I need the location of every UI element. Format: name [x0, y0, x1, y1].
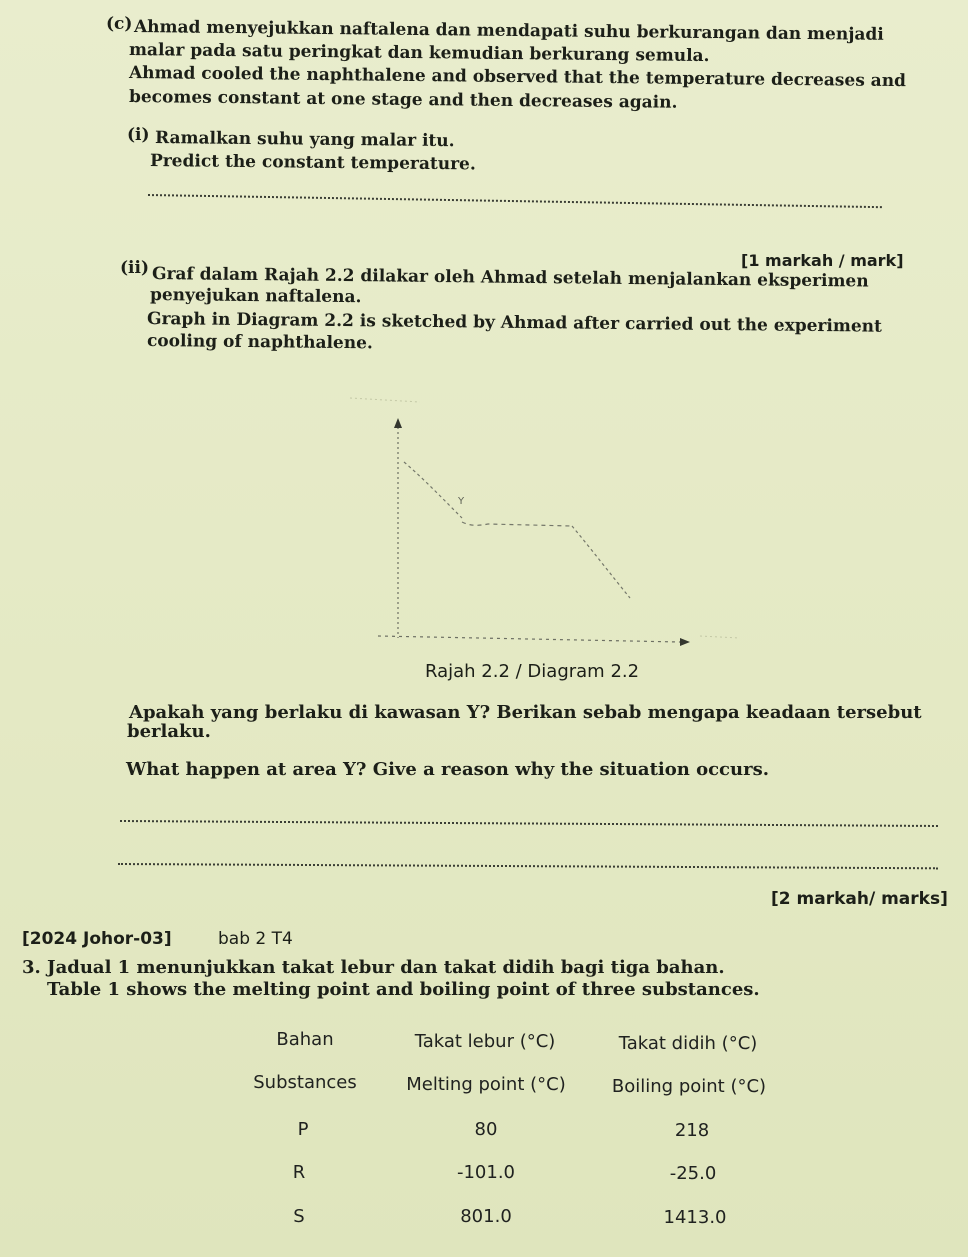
table-row-p-melting: 80: [474, 1119, 498, 1140]
part-c-english-line2: becomes constant at one stage and then decreases again.: [128, 87, 678, 113]
part-c-malay-line1: Ahmad menyejukkan naftalena dan mendapati suhu berkurangan dan menjadi: [133, 17, 884, 45]
header-english-melting: Melting point (°C): [406, 1074, 566, 1095]
q3-malay: 3. Jadual 1 menunjukkan takat lebur dan takat didih bagi tiga bahan.: [22, 957, 725, 978]
q-ii-english-line2: cooling of naphthalene.: [146, 331, 373, 354]
table-row-p-boiling: 218: [674, 1120, 710, 1141]
q-ii-malay-line2: penyejukan naftalena.: [149, 285, 362, 308]
header-english-boiling: Boiling point (°C): [611, 1076, 767, 1097]
area-y-label: Y: [458, 496, 465, 507]
part-c-malay-line2: malar pada satu peringkat dan kemudian berkurang semula.: [128, 40, 710, 67]
q-ii-ask-malay-line2: berlaku.: [127, 721, 211, 742]
table-row-s-boiling: 1413.0: [663, 1207, 727, 1228]
table-row-s-substance: S: [293, 1206, 305, 1227]
table-row-s-melting: 801.0: [460, 1206, 512, 1227]
q-ii-malay-line1: Graf dalam Rajah 2.2 dilakar oleh Ahmad setelah menjalankan eksperimen: [151, 264, 869, 292]
table-row-p-substance: P: [297, 1119, 309, 1140]
q-i-english: Predict the constant temperature.: [149, 151, 476, 175]
q-ii-label: (ii): [120, 258, 150, 278]
part-c-label: (c): [106, 14, 133, 34]
header-malay-melting: Takat lebur (°C): [414, 1031, 556, 1052]
q-ii-ask-english: What happen at area Y? Give a reason why the situation occurs.: [126, 759, 769, 780]
table-row-r-substance: R: [292, 1162, 306, 1183]
q-i-label: (i): [127, 125, 150, 145]
q-ii-ask-malay-line1: Apakah yang berlaku di kawasan Y? Berikan sebab mengapa keadaan tersebut: [129, 702, 922, 723]
q3-source-tag: [2024 Johor-03]: [22, 929, 172, 949]
q3-english: Table 1 shows the melting point and boiling point of three substances.: [47, 979, 760, 1000]
q3-topic: bab 2 T4: [218, 929, 293, 949]
q-i-marks: [1 markah / mark]: [741, 251, 904, 270]
diagram-caption: Rajah 2.2 / Diagram 2.2: [425, 661, 640, 682]
table-row-r-melting: -101.0: [456, 1162, 516, 1183]
q-ii-ask-marks: [2 markah/ marks]: [771, 889, 948, 909]
part-c-english-line1: Ahmad cooled the naphthalene and observed that the temperature decreases and: [128, 63, 907, 92]
q-ii-english-line1: Graph in Diagram 2.2 is sketched by Ahmad after carried out the experiment: [146, 309, 883, 337]
header-malay-substance: Bahan: [276, 1029, 334, 1050]
table-row-r-boiling: -25.0: [669, 1163, 717, 1184]
header-malay-boiling: Takat didih (°C): [618, 1033, 758, 1054]
q-i-malay: Ramalkan suhu yang malar itu.: [154, 128, 455, 152]
header-english-substance: Substances: [253, 1072, 357, 1093]
